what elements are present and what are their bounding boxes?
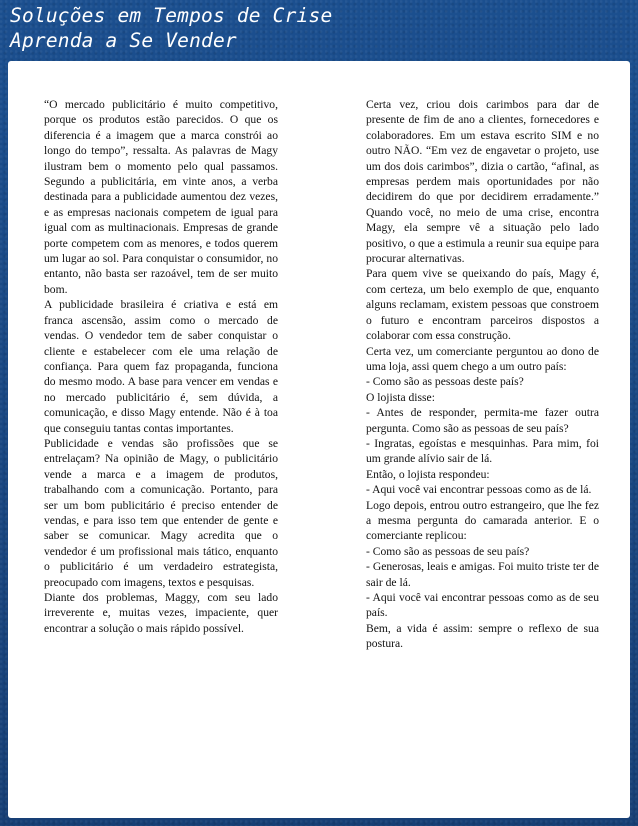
- right-paragraph-12: - Generosas, leais e amigas. Foi muito triste ter de sair de lá.: [366, 560, 599, 589]
- right-paragraph-10: Logo depois, entrou outro estrangeiro, que lhe fez a mesma pergunta do camarada anterior. E o comerciante replicou:: [366, 498, 599, 543]
- document-page: [8, 61, 630, 818]
- right-paragraph-3: Certa vez, um comerciante perguntou ao dono de uma loja, assi quem chego a um outro país:: [366, 344, 599, 373]
- right-paragraph-6: - Antes de responder, permita-me fazer outra pergunta. Como são as pessoas de seu país?: [366, 406, 599, 435]
- right-paragraph-11: - Como são as pessoas de seu país?: [366, 544, 530, 558]
- left-paragraph-2: A publicidade brasileira é criativa e está em franca ascensão, assim como o mercado de vendas. O vendedor tem de saber conquistar o cliente e estabelecer com ele uma relação de confiança. Para quem faz propaganda, funciona do mesmo modo. A base para vencer em vendas e no mercado publicitário é, sem dúvida, a comunicação, e disso Magy entende. Não é à toa que conseguiu tantas contas importantes.: [44, 298, 278, 435]
- page-header: [10, 4, 630, 60]
- right-paragraph-9: - Aqui você vai encontrar pessoas como as de lá.: [366, 483, 592, 497]
- right-paragraph-14: Bem, a vida é assim: sempre o reflexo de sua postura.: [366, 621, 599, 651]
- left-column: [44, 97, 278, 636]
- right-paragraph-2: Para quem vive se queixando do país, Magy é, com certeza, um belo exemplo de que, enquanto alguns reclamam, existem pessoas que constroem o futuro e encontram parceiros dispostos a colaborar com essa construção.: [366, 267, 599, 343]
- right-paragraph-1: Certa vez, criou dois carimbos para dar de presente de fim de ano a clientes, fornecedores e colaboradores. Em um estava escrito SIM e no outro NÃO. “Em vez de engavetar o projeto, use um dos dois carimbos”, dizia o cartão, “afinal, as empresas perdem mais oportunidades por não decidirem do que por decidirem erradamente.” Quando você, no meio de uma crise, encontra Magy, ela sempre vê a situação pelo lado positivo, o que a estimula a reunir sua equipe para procurar alternativas.: [366, 98, 599, 266]
- header-title-line-1: Soluções em Tempos de Crise: [10, 4, 333, 27]
- right-paragraph-7: - Ingratas, egoístas e mesquinhas. Para mim, foi um grande alívio sair de lá.: [366, 436, 599, 466]
- right-paragraph-5: O lojista disse:: [366, 390, 435, 404]
- right-paragraph-8: Então, o lojista respondeu:: [366, 467, 490, 481]
- right-paragraph-13: - Aqui você vai encontrar pessoas como as de seu país.: [366, 591, 599, 620]
- left-paragraph-4: Diante dos problemas, Maggy, com seu lado irreverente e, muitas vezes, impaciente, quer encontrar a solução o mais rápido possível.: [44, 591, 278, 635]
- left-paragraph-1: “O mercado publicitário é muito competitivo, porque os produtos estão parecidos. O que os diferencia é a imagem que a marca constrói ao longo do tempo”, ressalta. As palavras de Magy ilustram bem o momento pelo qual passamos. Segundo a publicitária, em vinte anos, a verba destinada para a publicidade aumentou dez vezes, e as empresas nacionais competem de igual para igual com as multinacionais. Empresas de grande porte competem com as menores, e todos querem um lugar ao sol. Para conquistar o consumidor, no entanto, não basta ser razoável, tem de ser muito bom.: [44, 98, 278, 296]
- right-column: [366, 97, 599, 652]
- right-paragraph-4: - Como são as pessoas deste país?: [366, 375, 524, 389]
- header-title-line-2: Aprenda a Se Vender: [10, 28, 237, 52]
- left-paragraph-3: Publicidade e vendas são profissões que se entrelaçam? Na opinião de Magy, o publicitário vende a marca e a imagem de produtos, trabalhando com a comunicação. Portanto, para ser um bom publicitário é preciso entender de vendas, e para isso tem que entender de gente e saber se comunicar. Magy acredita que o vendedor é um profissional mais tático, enquanto o publicitário é um verdadeiro estrategista, preocupado com imagens, textos e pesquisas.: [44, 436, 278, 589]
